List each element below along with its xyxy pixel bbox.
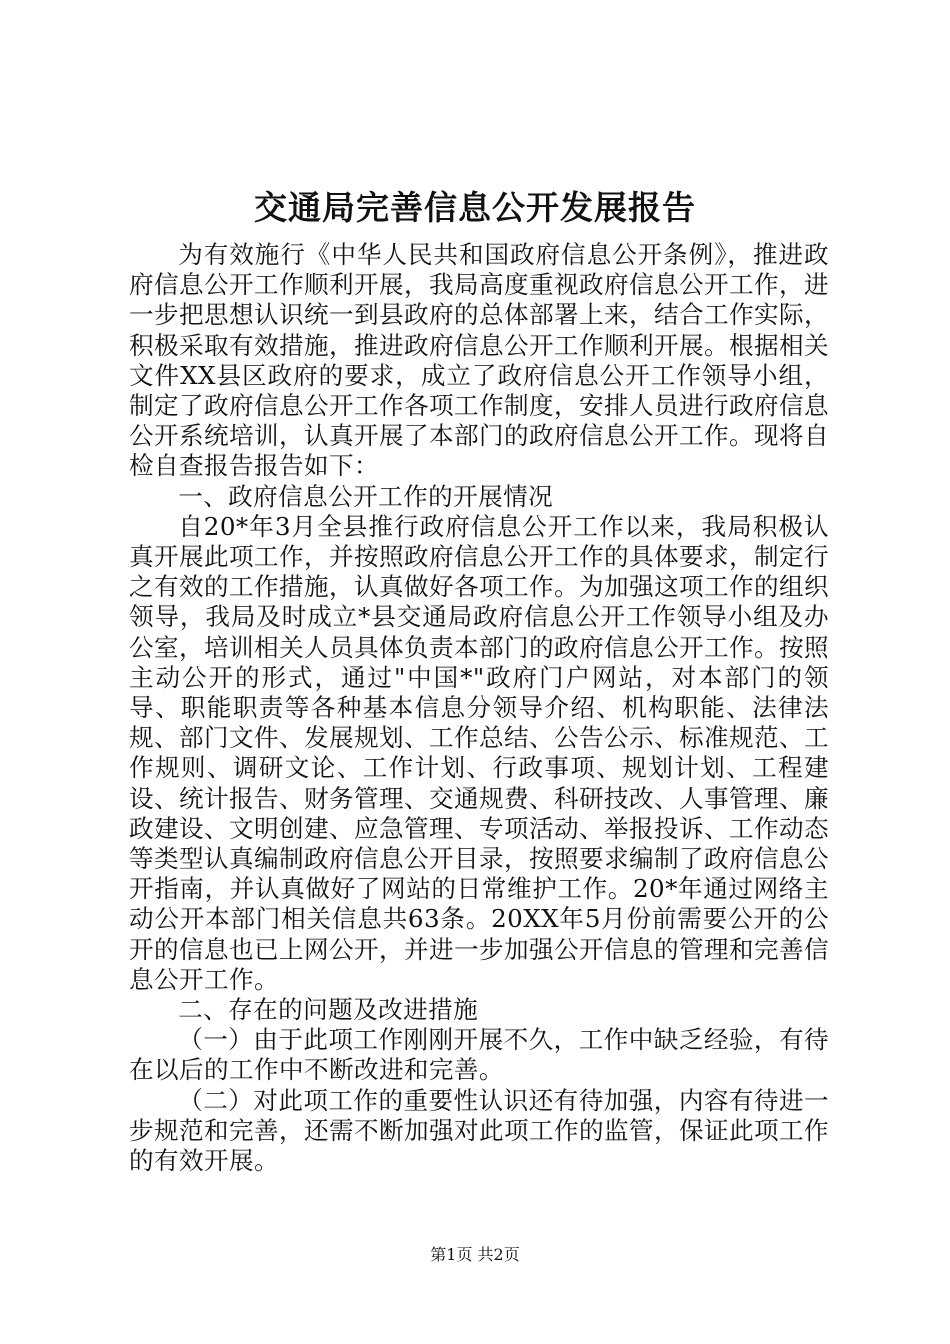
issue-item-2: （二）对此项工作的重要性认识还有待加强，内容有待进一步规范和完善，还需不断加强对此项工作的监管，保证此项工作的有效开展。 (129, 1085, 829, 1176)
section-1-paragraph: 自20*年3月全县推行政府信息公开工作以来，我局积极认真开展此项工作，并按照政府信息公开工作的具体要求，制定行之有效的工作措施，认真做好各项工作。为加强这项工作的组织领导，我局及时成立*县交通局政府信息公开工作领导小组及办公室，培训相关人员具体负责本部门的政府信息公开工作。按照主动公开的形式，通过"中国*"政府门户网站，对本部门的领导、职能职责等各种基本信息分领导介绍、机构职能、法律法规、部门文件、发展规划、工作总结、公告公示、标准规范、工作规则、调研文论、工作计划、行政事项、规划计划、工程建设、统计报告、财务管理、交通规费、科研技改、人事管理、廉政建设、文明创建、应急管理、专项活动、举报投诉、工作动态等类型认真编制政府信息公开目录，按照要求编制了政府信息公开指南，并认真做好了网站的日常维护工作。20*年通过网络主动公开本部门相关信息共63条。20XX年5月份前需要公开的公开的信息也已上网公开，并进一步加强公开信息的管理和完善信息公开工作。 (129, 511, 829, 994)
section-heading-1: 一、政府信息公开工作的开展情况 (178, 481, 554, 511)
issue-item-1: （一）由于此项工作刚刚开展不久，工作中缺乏经验，有待在以后的工作中不断改进和完善。 (129, 1025, 829, 1085)
page-number-footer: 第1页 共2页 (430, 1245, 520, 1264)
section-heading-2: 二、存在的问题及改进措施 (178, 995, 479, 1025)
document-title: 交通局完善信息公开发展报告 (254, 188, 696, 227)
intro-paragraph: 为有效施行《中华人民共和国政府信息公开条例》，推进政府信息公开工作顺利开展，我局高度重视政府信息公开工作，进一步把思想认识统一到县政府的总体部署上来，结合工作实际，积极采取有效措施，推进政府信息公开工作顺利开展。根据相关文件XX县区政府的要求，成立了政府信息公开工作领导小组，制定了政府信息公开工作各项工作制度，安排人员进行政府信息公开系统培训，认真开展了本部门的政府信息公开工作。现将自检自查报告报告如下： (129, 240, 829, 481)
document-body (129, 240, 829, 1176)
